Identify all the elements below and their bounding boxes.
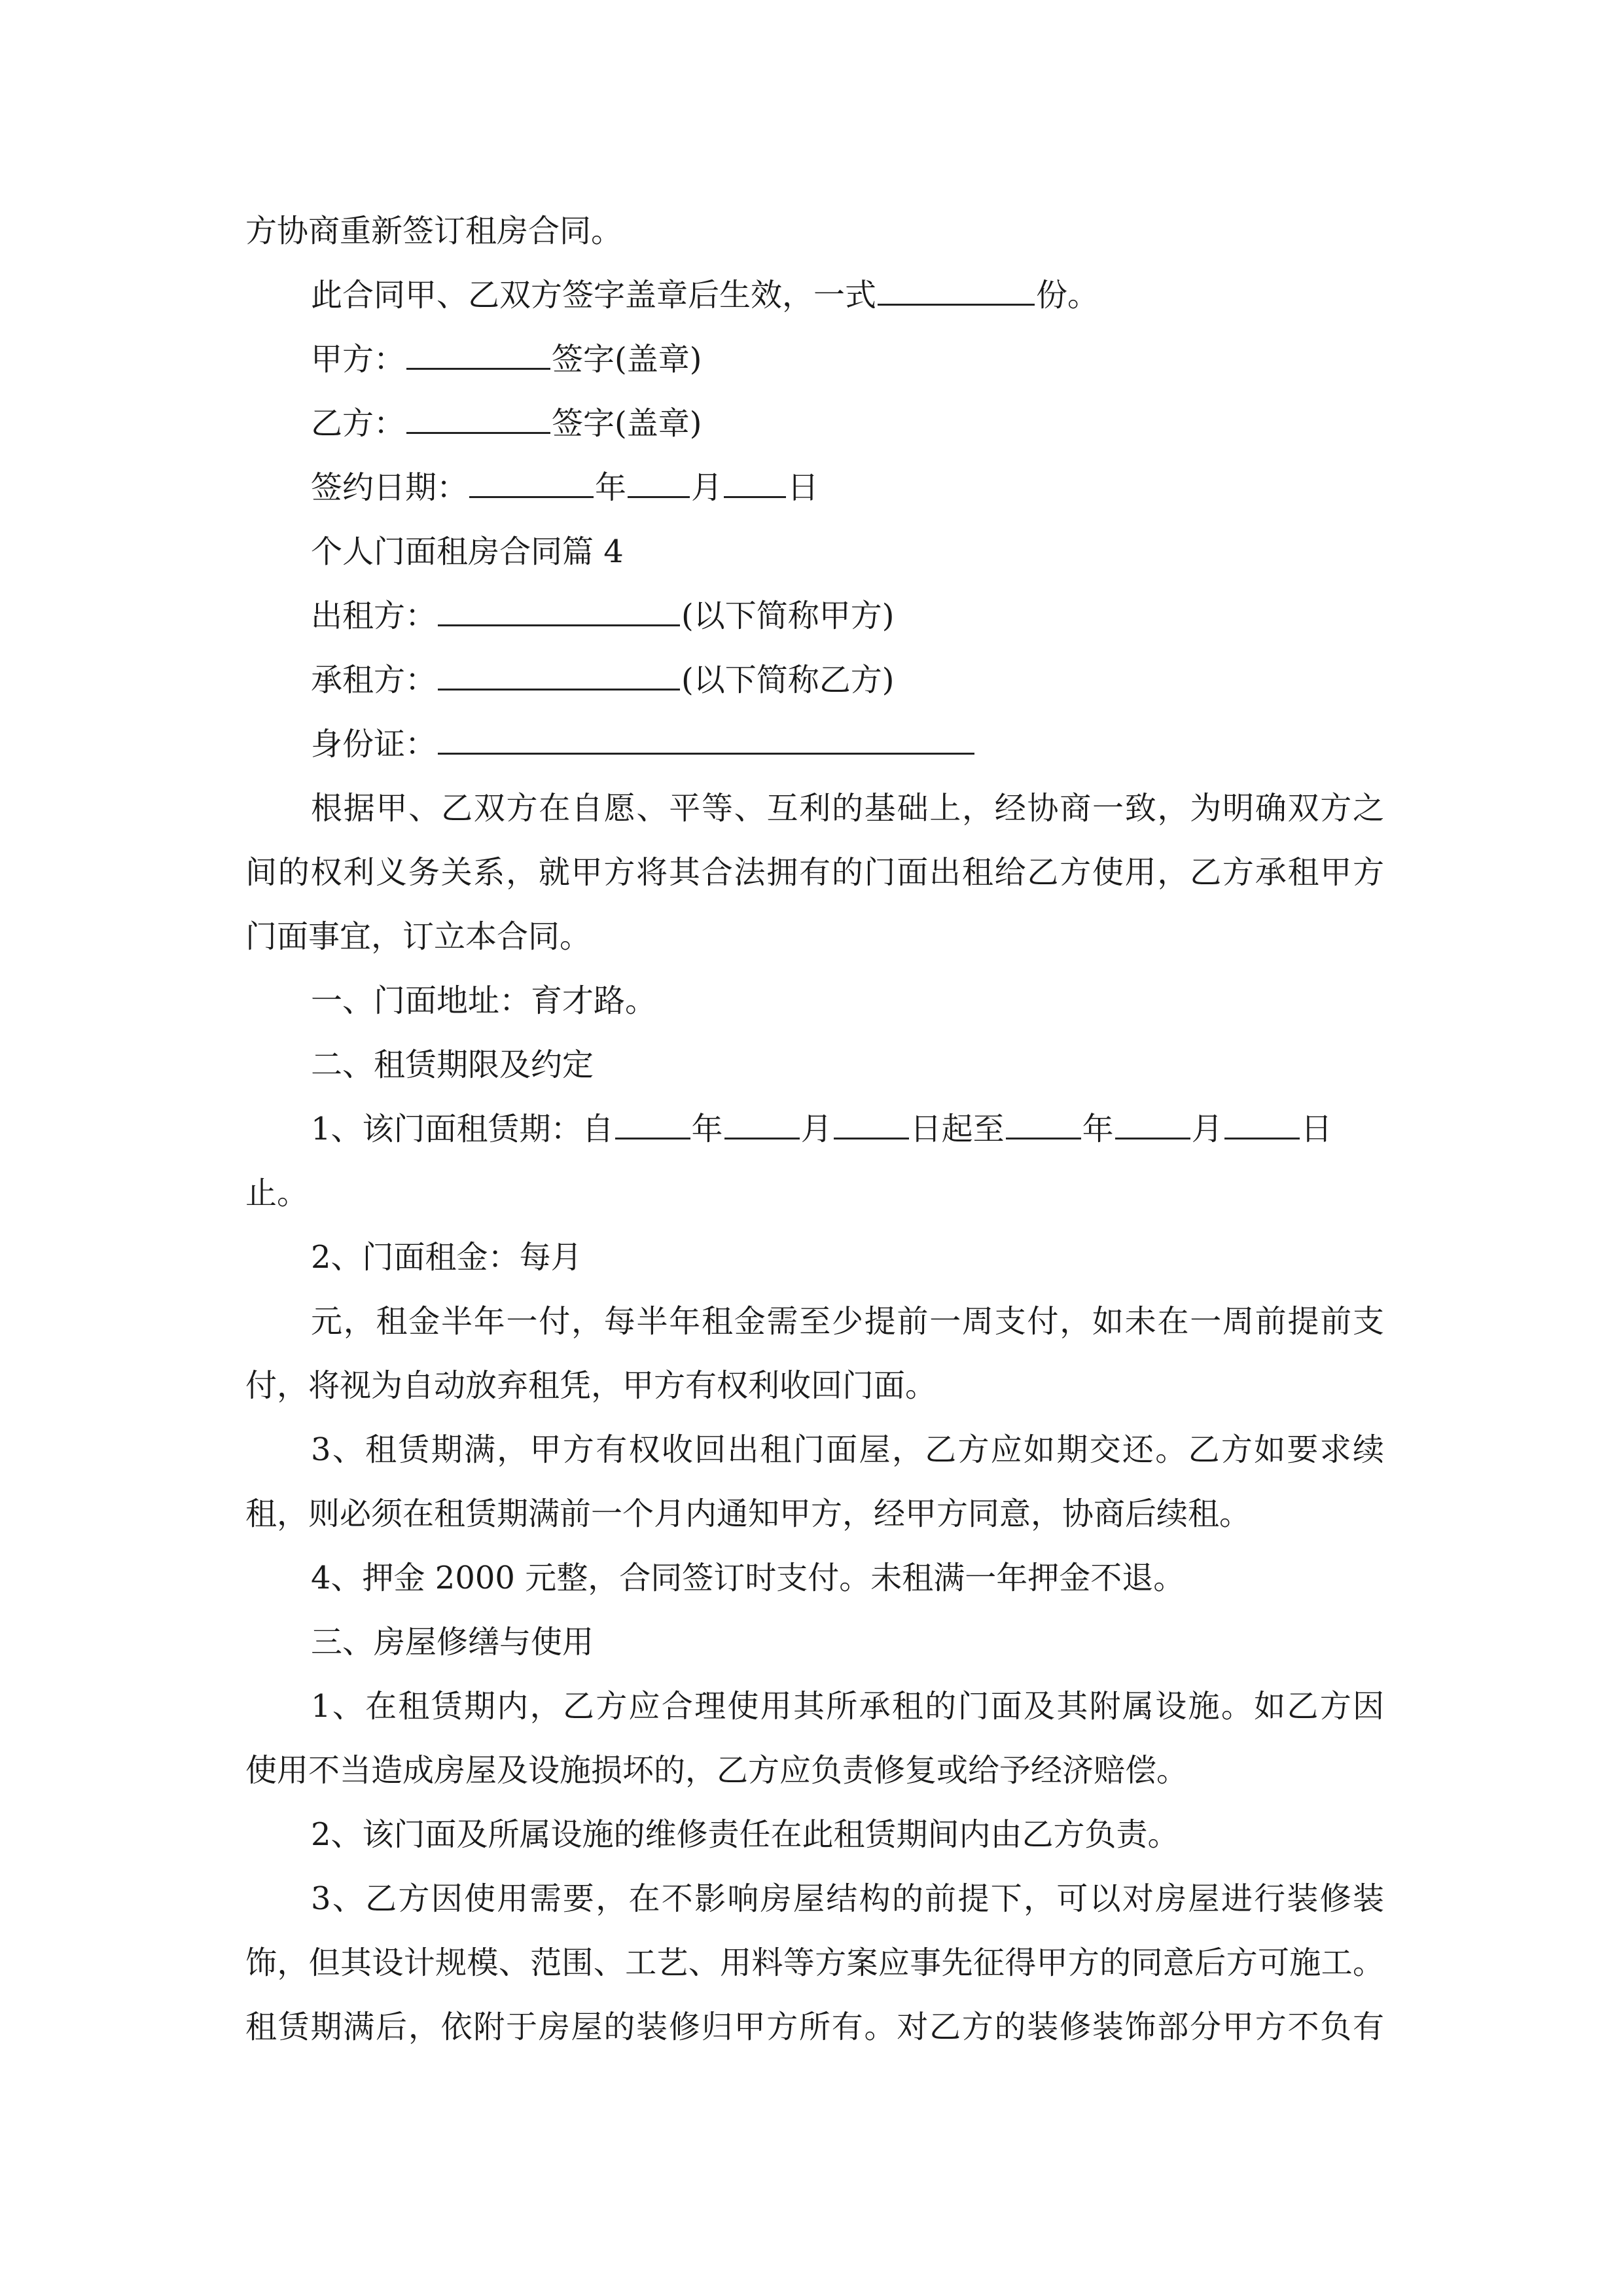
lessor-label: 出租方： xyxy=(311,598,437,634)
paragraph-line: 租，则必须在租赁期满前一个月内通知甲方，经甲方同意，协商后续租。 xyxy=(245,1496,1251,1532)
section-title: 个人门面租房合同篇 4 xyxy=(311,533,624,570)
paragraph-line: 间的权利义务关系，就甲方将其合法拥有的门面出租给乙方使用，乙方承租甲方 xyxy=(245,854,1384,891)
party-b-sign-text: 签字(盖章) xyxy=(552,405,702,442)
paragraph-line: 门面事宜，订立本合同。 xyxy=(245,918,592,955)
month-label: 月 xyxy=(800,1111,832,1147)
lease-start-day-blank[interactable] xyxy=(834,1106,909,1139)
paragraph-line: 根据甲、乙双方在自愿、平等、互利的基础上，经协商一致，为明确双方之 xyxy=(311,790,1384,827)
signing-month-blank[interactable] xyxy=(628,465,690,498)
signing-date-label: 签约日期： xyxy=(311,469,469,506)
party-a-label: 甲方： xyxy=(311,341,406,378)
party-a-blank[interactable] xyxy=(406,336,550,370)
month-label: 月 xyxy=(691,469,723,506)
clause-heading: 一、门面地址：育才路。 xyxy=(311,982,657,1019)
signing-date xyxy=(311,465,1450,511)
lessor-field xyxy=(311,593,1450,639)
id-card-blank[interactable] xyxy=(438,721,974,755)
lease-start-year-blank[interactable] xyxy=(615,1106,690,1139)
paragraph-line: 4、押金 2000 元整，合同签订时支付。未租满一年押金不退。 xyxy=(311,1560,1185,1596)
paragraph-line: 3、租赁期满，甲方有权收回出租门面屋，乙方应如期交还。乙方如要求续 xyxy=(311,1431,1384,1468)
lessor-note: (以下简称甲方) xyxy=(681,598,895,634)
paragraph-line: 饰，但其设计规模、范围、工艺、用料等方案应事先征得甲方的同意后方可施工。 xyxy=(245,1945,1384,1981)
lease-end-year-blank[interactable] xyxy=(1006,1106,1081,1139)
paragraph-line: 2、门面租金：每月 xyxy=(311,1239,582,1276)
lease-start-month-blank[interactable] xyxy=(724,1106,800,1139)
party-a-sign-text: 签字(盖章) xyxy=(552,341,702,378)
signing-day-blank[interactable] xyxy=(724,465,786,498)
id-card-label: 身份证： xyxy=(311,726,437,762)
lessor-blank[interactable] xyxy=(438,593,680,626)
party-a-signature xyxy=(311,336,1450,382)
party-b-label: 乙方： xyxy=(311,405,406,442)
paragraph-line: 租赁期满后，依附于房屋的装修归甲方所有。对乙方的装修装饰部分甲方不负有 xyxy=(245,2009,1384,2045)
year-label: 年 xyxy=(595,469,627,506)
party-b-blank[interactable] xyxy=(406,401,550,434)
year-label: 年 xyxy=(691,1111,723,1147)
clause-heading: 三、房屋修缮与使用 xyxy=(311,1624,594,1660)
clause-heading: 二、租赁期限及约定 xyxy=(311,1047,594,1083)
paragraph-line: 1、在租赁期内，乙方应合理使用其所承租的门面及其附属设施。如乙方因 xyxy=(311,1688,1384,1725)
lease-end-month-blank[interactable] xyxy=(1115,1106,1190,1139)
paragraph-line: 使用不当造成房屋及设施损坏的，乙方应负责修复或给予经济赔偿。 xyxy=(245,1752,1188,1789)
lessee-note: (以下简称乙方) xyxy=(681,662,895,698)
lease-term-label: 1、该门面租赁期：自 xyxy=(311,1111,614,1147)
paragraph-line: 止。 xyxy=(245,1175,309,1211)
copies-blank[interactable] xyxy=(878,272,1035,306)
lessee-label: 承租方： xyxy=(311,662,437,698)
paragraph-line: 2、该门面及所属设施的维修责任在此租赁期间内由乙方负责。 xyxy=(311,1816,1179,1853)
party-b-signature xyxy=(311,401,1450,446)
year-label: 年 xyxy=(1082,1111,1114,1147)
lease-end-day-blank[interactable] xyxy=(1224,1106,1300,1139)
day-label: 日 xyxy=(787,469,819,506)
day-label: 日 xyxy=(1300,1111,1332,1147)
paragraph-line: 付，将视为自动放弃租凭，甲方有权利收回门面。 xyxy=(245,1367,937,1404)
id-card-field xyxy=(311,721,1450,767)
paragraph-line: 元，租金半年一付，每半年租金需至少提前一周支付，如未在一周前提前支 xyxy=(311,1303,1384,1340)
day-from-label: 日起至 xyxy=(910,1111,1005,1147)
copies-text: 此合同甲、乙双方签字盖章后生效，一式 xyxy=(311,277,877,314)
paragraph-line: 3、乙方因使用需要，在不影响房屋结构的前提下，可以对房屋进行装修装 xyxy=(311,1880,1384,1917)
lease-term xyxy=(311,1106,1450,1152)
copies-clause xyxy=(311,272,1450,318)
lessee-blank[interactable] xyxy=(438,657,680,691)
signing-year-blank[interactable] xyxy=(469,465,594,498)
copies-suffix: 份。 xyxy=(1036,277,1099,314)
lessee-field xyxy=(311,657,1450,703)
paragraph-line: 方协商重新签订租房合同。 xyxy=(245,213,623,249)
month-label: 月 xyxy=(1191,1111,1223,1147)
